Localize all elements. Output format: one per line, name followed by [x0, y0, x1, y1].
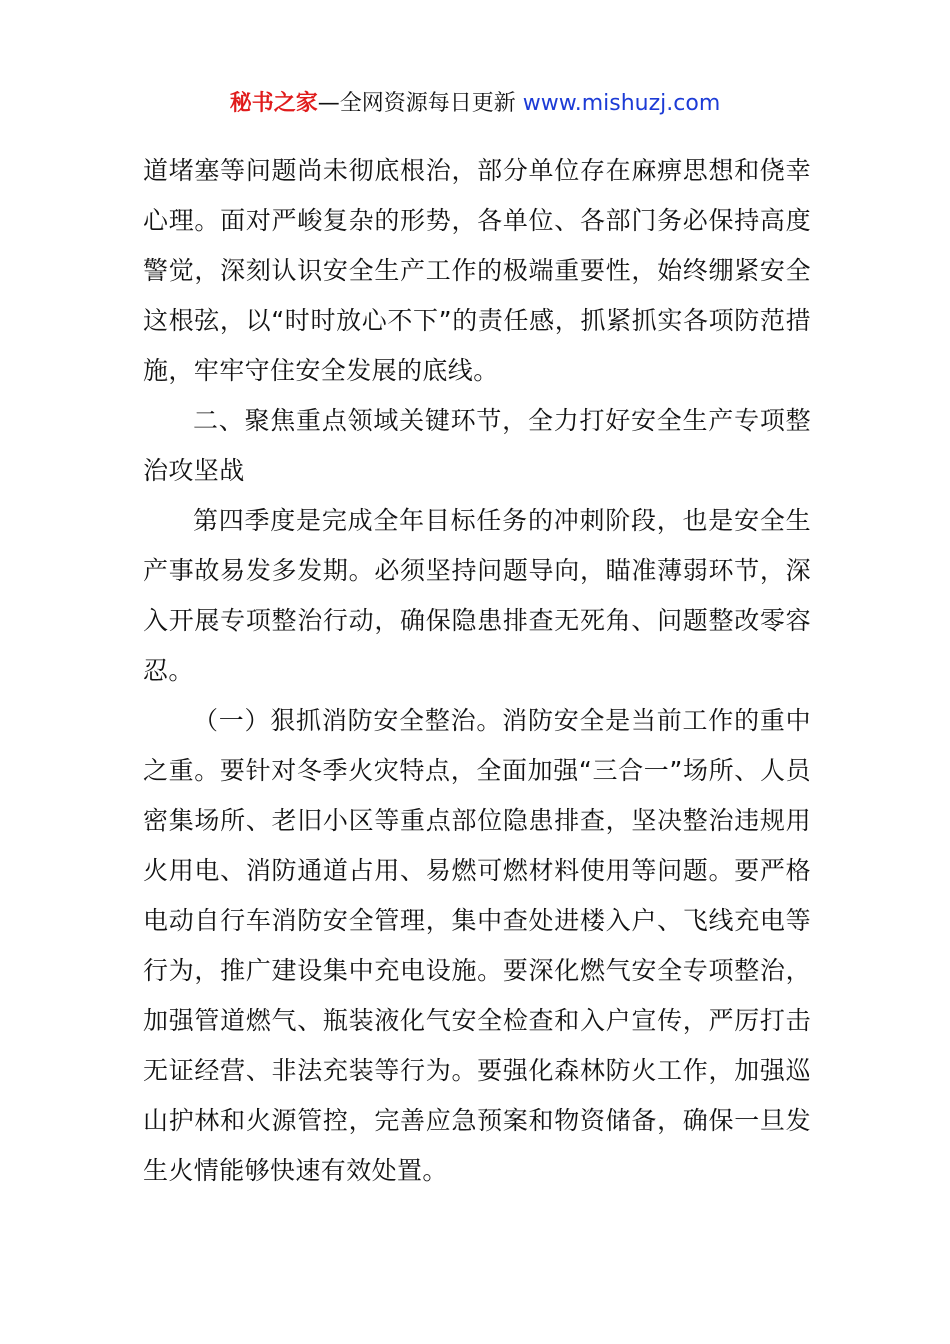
- header-tagline: —全网资源每日更新: [317, 91, 516, 116]
- paragraph-continuation: 道堵塞等问题尚未彻底根治，部分单位存在麻痹思想和侥幸心理。面对严峻复杂的形势，各单位、各部门务必保持高度警觉，深刻认识安全生产工作的极端重要性，始终绷紧安全这根弦，以“时时放心不下”的责任感，抓紧抓实各项防范措施，牢牢守住安全发展的底线。: [143, 156, 811, 385]
- section-heading: 二、聚焦重点领域关键环节，全力打好安全生产专项整治攻坚战: [143, 406, 811, 485]
- paragraph-intro: 第四季度是完成全年目标任务的冲刺阶段，也是安全生产事故易发多发期。必须坚持问题导向，瞄准薄弱环节，深入开展专项整治行动，确保隐患排查无死角、问题整改零容忍。: [143, 506, 811, 685]
- site-url-link[interactable]: www.mishuzj.com: [515, 91, 721, 116]
- brand-name: 秘书之家: [229, 91, 318, 116]
- page-header: [0, 86, 950, 122]
- paragraph-fire-safety: （一）狠抓消防安全整治。消防安全是当前工作的重中之重。要针对冬季火灾特点，全面加强“三合一”场所、人员密集场所、老旧小区等重点部位隐患排查，坚决整治违规用火用电、消防通道占用、易燃可燃材料使用等问题。要严格电动自行车消防安全管理，集中查处进楼入户、飞线充电等行为，推广建设集中充电设施。要深化燃气安全专项整治，加强管道燃气、瓶装液化气安全检查和入户宣传，严厉打击无证经营、非法充装等行为。要强化森林防火工作，加强巡山护林和火源管控，完善应急预案和物资储备，确保一旦发生火情能够快速有效处置。: [143, 706, 811, 1185]
- document-body: [143, 146, 811, 1196]
